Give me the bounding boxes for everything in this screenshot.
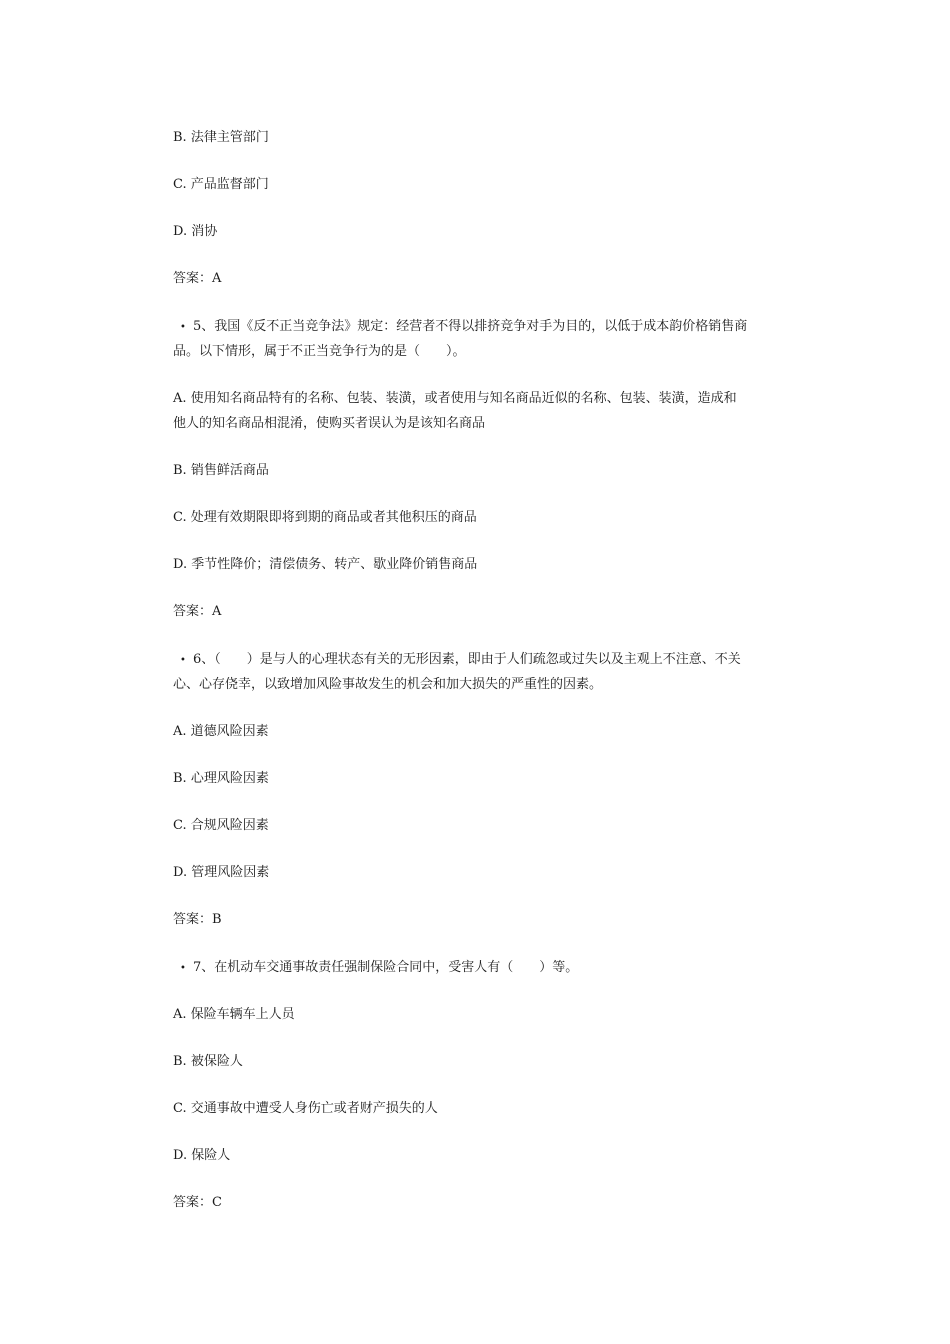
- question-text: [173, 314, 813, 340]
- option-text: C. 处理有效期限即将到期的商品或者其他积压的商品: [173, 510, 477, 525]
- question-text-continued: 品。以下情形，属于不正当竞争行为的是（ ）。: [173, 344, 466, 359]
- option-text: A. 保险车辆车上人员: [173, 1007, 295, 1022]
- option-text: B. 心理风险因素: [173, 771, 269, 786]
- answer-text: 答案：C: [173, 1195, 222, 1210]
- question-line: 7、在机动车交通事故责任强制保险合同中，受害人有（ ）等。: [193, 960, 579, 975]
- question-text: [173, 955, 813, 981]
- option-text: B. 法律主管部门: [173, 130, 269, 145]
- bullet-icon: •: [180, 322, 186, 333]
- bullet-icon: •: [180, 963, 186, 974]
- answer-text: 答案：B: [173, 912, 222, 927]
- option-text: B. 被保险人: [173, 1054, 243, 1069]
- option-text: C. 交通事故中遭受人身伤亡或者财产损失的人: [173, 1101, 438, 1116]
- option-text: B. 销售鲜活商品: [173, 463, 269, 478]
- option-text: D. 管理风险因素: [173, 865, 270, 880]
- question-line: 5、我国《反不正当竞争法》规定：经营者不得以排挤竞争对手为目的，以低于成本韵价格销售商: [193, 319, 748, 334]
- question-line: 6、（ ）是与人的心理状态有关的无形因素，即由于人们疏忽或过失以及主观上不注意、不关: [193, 652, 741, 667]
- option-text: C. 产品监督部门: [173, 177, 269, 192]
- answer-text: 答案：A: [173, 604, 222, 619]
- option-text: C. 合规风险因素: [173, 818, 269, 833]
- bullet-icon: •: [180, 655, 186, 666]
- answer-text: 答案：A: [173, 271, 222, 286]
- question-text: [173, 647, 813, 673]
- option-text: D. 季节性降价；清偿债务、转产、歇业降价销售商品: [173, 557, 478, 572]
- question-text-continued: 心、心存侥幸，以致增加风险事故发生的机会和加大损失的严重性的因素。: [173, 677, 603, 692]
- option-text: D. 保险人: [173, 1148, 231, 1163]
- option-text: D. 消协: [173, 224, 218, 239]
- option-text-continued: 他人的知名商品相混淆，使购买者误认为是该知名商品: [173, 416, 486, 431]
- option-text: A. 使用知名商品特有的名称、包装、装潢，或者使用与知名商品近似的名称、包装、装潢，造成和: [173, 391, 737, 406]
- option-text: A. 道德风险因素: [173, 724, 269, 739]
